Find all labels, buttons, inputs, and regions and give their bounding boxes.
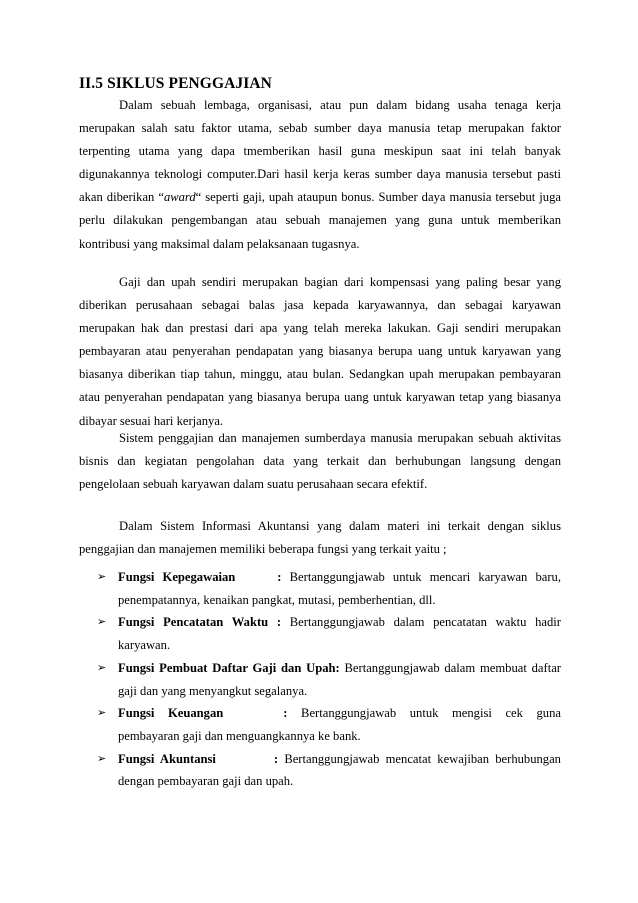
arrow-bullet-icon: ➢: [97, 751, 107, 765]
function-item: [97, 657, 561, 702]
paragraph-3: Sistem penggajian dan manajemen sumberdaya manusia merupakan sebuah aktivitas bisnis dan kegiatan pengolahan data yang terkait dan berhubungan langsung dengan pengelolaan sebuah karyawan dalam suatu perusahaan secara efektif.: [79, 431, 561, 492]
function-description: Bertanggungjawab untuk mencari karyawan baru, penempatannya, kenaikan pangkat, mutasi, pemberhentian, dll.: [118, 570, 561, 607]
paragraph-1-text-a: Dalam sebuah lembaga, organisasi, atau pun dalam bidang usaha tenaga kerja merupakan salah satu faktor utama, sebab sumber daya manusia tetap merupakan faktor terpenting utama yang dapa tmemberikan hasil guna meskipun saat ini telah banyak digunakannya teknologi computer.Dari hasil kerja keras sumber daya manusia tersebut pasti akan diberikan “: [79, 98, 561, 205]
function-separator: :: [283, 706, 288, 721]
arrow-bullet-icon: ➢: [97, 706, 107, 720]
arrow-bullet-icon: ➢: [97, 570, 107, 583]
function-term: Fungsi Akuntansi: [118, 751, 216, 766]
function-item: [97, 566, 561, 611]
function-separator: :: [276, 615, 282, 630]
section-heading: II.5 SIKLUS PENGGAJIAN: [79, 75, 272, 92]
function-term: Fungsi Pencatatan Waktu: [118, 615, 269, 630]
function-term: Fungsi Pembuat Daftar Gaji dan Upah:: [118, 660, 340, 675]
function-description: Bertanggungjawab dalam pencatatan waktu hadir karyawan.: [118, 615, 561, 653]
function-separator: :: [277, 570, 282, 584]
paragraph-4: Dalam Sistem Informasi Akuntansi yang dalam materi ini terkait dengan siklus penggajian dan manajemen memiliki beberapa fungsi yang terkait yaitu ;: [79, 519, 561, 557]
function-description: Bertanggungjawab mencatat kewajiban berhubungan dengan pembayaran gaji dan upah.: [118, 751, 561, 789]
function-description: Bertanggungjawab untuk mengisi cek guna pembayaran gaji dan menguangkannya ke bank.: [118, 706, 561, 743]
function-description: Bertanggungjawab dalam membuat daftar gaji dan yang menyangkut segalanya.: [118, 660, 561, 698]
function-item: [97, 702, 561, 747]
function-list: [97, 566, 561, 793]
function-separator: :: [273, 751, 279, 766]
function-item: [97, 611, 561, 656]
paragraph-2: Gaji dan upah sendiri merupakan bagian dari kompensasi yang paling besar yang diberikan perusahaan sebagai balas jasa kepada karyawannya, dan sebagai karyawan merupakan hak dan prestasi dari apa yang telah mereka lakukan. Gaji sendiri merupakan pembayaran atau penyerahan pendapatan yang biasanya berupa uang untuk karyawan yang biasanya diberikan tiap tahun, minggu, atau bulan. Sedangkan upah merupakan pembayaran atau penyerahan pendapatan yang biasanya berupa uang untuk karyawan tetap yang biasanya dibayar sesuai hari kerjanya.: [79, 275, 561, 428]
function-term: Fungsi Kepegawaian: [118, 570, 236, 584]
function-item: [97, 748, 561, 793]
arrow-bullet-icon: ➢: [97, 660, 107, 674]
paragraph-1-text-b: “ seperti gaji, upah ataupun bonus. Sumber daya manusia tersebut juga perlu dilakukan pengembangan atau sebuah manajemen yang guna untuk memberikan kontribusi yang maksimal dalam pelaksanaan tugasnya.: [79, 190, 561, 251]
award-term: award: [163, 190, 196, 205]
arrow-bullet-icon: ➢: [97, 615, 107, 629]
paragraph-1: [79, 94, 561, 256]
function-term: Fungsi Keuangan: [118, 706, 224, 721]
